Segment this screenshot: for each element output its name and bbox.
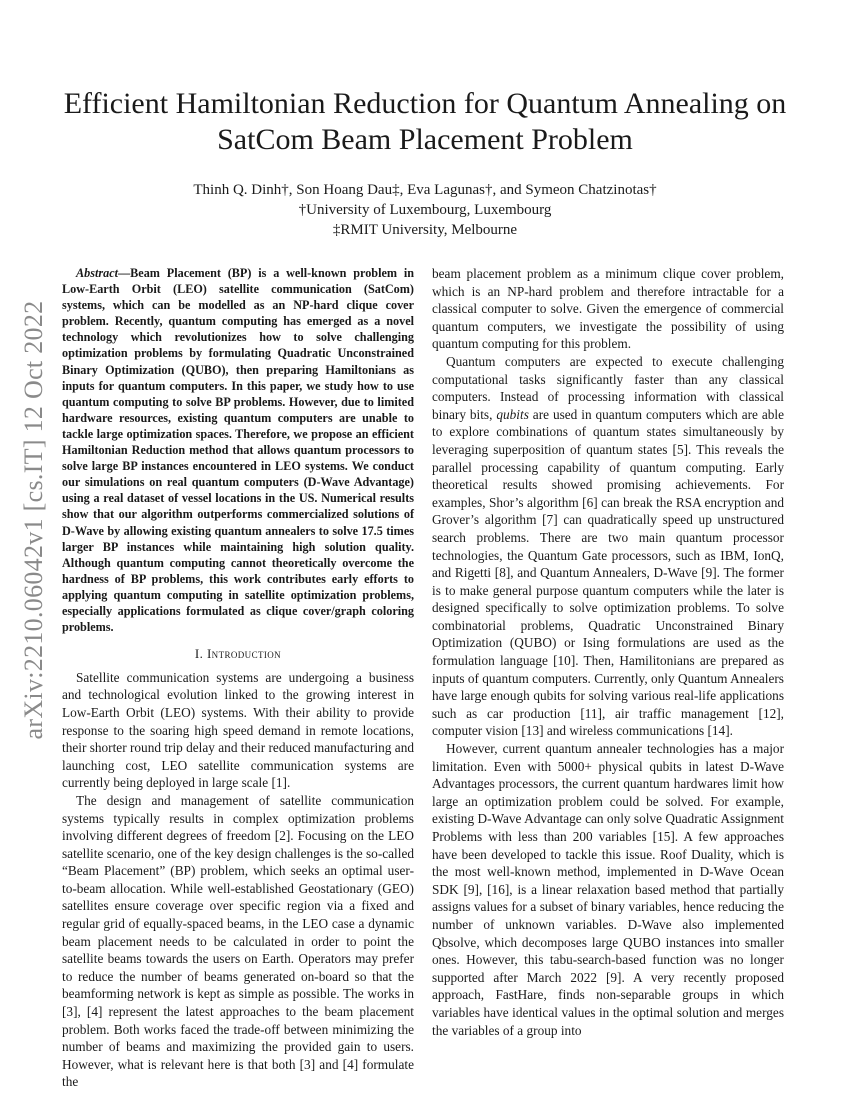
body-paragraph: Satellite communication systems are undergoing a business and technological evolution linked to the growing interest in Low-Earth Orbit (LEO) systems. With their ability to provide response to the soaring high speed demand in remote locations, their shorter round trip delay and their reduced manufacturing and launching cost, LEO satellite communication systems are currently being deployed in large scale [1]. — [62, 669, 414, 791]
emphasis-qubits: qubits — [496, 406, 529, 422]
abstract — [62, 265, 414, 635]
abstract-text: —Beam Placement (BP) is a well-known problem in Low-Earth Orbit (LEO) satellite communication (SatCom) systems, which can be modelled as an NP-hard clique cover problem. Recently, quantum computing has emerged as a novel technology which revolutionizes how to solve challenging optimization problems by formulating Quadratic Unconstrained Binary Optimization (QUBO), then preparing Hamiltonians as inputs for quantum computers. In this paper, we study how to use quantum computing to solve BP problems. However, due to limited hardware resources, existing quantum computers are unable to tackle large optimization spaces. Therefore, we propose an efficient Hamiltonian Reduction method that allows quantum processors to solve large BP instances encountered in LEO systems. We conduct our simulations on real quantum computers (D-Wave Advantage) using a real dataset of vessel locations in the US. Numerical results show that our algorithm outperforms commercialized solutions of D-Wave by allowing existing quantum annealers to solve 17.5 times larger BP instances while maintaining high solution quality. Although quantum computing cannot theoretically overcome the hardness of BP problems, this work contributes early efforts to applying quantum computing in satellite optimization problems, especially applications formulated as clique cover/graph coloring problems. — [62, 266, 414, 635]
left-column — [62, 265, 414, 1091]
affiliation-luxembourg: †University of Luxembourg, Luxembourg — [298, 202, 552, 218]
body-paragraph: However, current quantum annealer technologies has a major limitation. Even with 5000+ physical qubits in latest D-Wave Advantages processors, the current quantum hardwares limit how large an optimization problem could be solved. For example, existing D-Wave Advantage can only solve Quadratic Assignment Problems with less than 200 variables [15]. A few approaches have been developed to tackle this issue. Roof Duality, which is the most well-known method, implemented in D-Wave Ocean SDK [9], [16], is a linear relaxation based method that partially assigns values for a subset of binary variables, hence reducing the number of unknown variables. D-Wave also implemented Qbsolve, which decomposes large QUBO instances into smaller ones. However, this tabu-search-based function was no longer supported after March 2022 [9]. A very recently proposed approach, FastHare, finds non-separable groups in which variables have identical values in the optimal solution and merges the variables of a group into — [432, 741, 784, 1038]
paragraph-text: Quantum computers are expected to execute challenging computational tasks significantly faster than any classical computers. Instead of processing information with classical binary bits, — [432, 353, 784, 422]
author-block — [60, 180, 790, 240]
body-paragraph: beam placement problem as a minimum clique cover problem, which is an NP-hard problem and therefore intractable for a classical computer to solve. Given the emergence of commercial quantum computers, we investigate the possibility of using quantum computing for this problem. — [432, 266, 784, 352]
paper-title: Efficient Hamiltonian Reduction for Quantum Annealing on SatCom Beam Placement Problem — [63, 87, 787, 156]
affiliation-rmit: ‡RMIT University, Melbourne — [332, 222, 518, 238]
paragraph-text: are used in quantum computers which are able to explore combinations of quantum states simultaneously by leveraging superposition of quantum states [5]. This reveals the parallel processing capability of quantum computing. Early theoretical results showed promising achievements. For examples, Shor’s algorithm [6] can break the RSA encryption and Grover’s algorithm [7] can quadratically speed up unstructured search problems. There are two main quantum processor technologies, the Quantum Gate processors, such as IBM, IonQ, and Rigetti [8], and Quantum Annealers, D-Wave [9]. The former is to make general purpose quantum computers while the later is designed specifically to solve optimization problems. To solve combinatorial problems, Quadratic Unconstrained Binary Optimization (QUBO) or Ising formulations are used as the formulation language [10]. Then, Hamilitonians are prepared as inputs of quantum computers. Currently, only Quantum Annealers have large enough qubits for solving various real-life applications such as car production [11], air traffic management [12], computer vision [13] and wireless communications [14]. — [432, 406, 784, 739]
arxiv-identifier — [4, 260, 64, 780]
section-heading-introduction — [62, 645, 414, 663]
abstract-label: Abstract — [76, 266, 118, 280]
author-names: Thinh Q. Dinh†, Son Hoang Dau‡, Eva Lagunas†, and Symeon Chatzinotas† — [193, 182, 657, 198]
body-paragraph: The design and management of satellite communication systems typically results in complex optimization problems involving different degrees of freedom [2]. Focusing on the LEO satellite scenario, one of the key design challenges is the so-called “Beam Placement” (BP) problem, which seeks an optimal user-to-beam allocation. While well-established Geostationary (GEO) satellites ensure coverage over specific region via a fixed and regular grid of equally-spaced beams, in the LEO case a dynamic beam placement needs to be calculated in order to point the satellite beams towards the users on Earth. Operators may prefer to reduce the number of beams generated on-board so that the beamforming network is kept as simple as possible. The works in [3], [4] represent the latest approaches to the beam placement problem. Both works faced the trade-off between minimizing the number of beams and maximizing the provided gain to users. However, what is relevant here is that both [3] and [4] formulate the — [62, 792, 414, 1090]
section-title: Introduction — [206, 646, 282, 662]
arxiv-identifier-text: arXiv:2210.06042v1 [cs.IT] 12 Oct 2022 — [19, 300, 48, 740]
section-number: I. — [194, 646, 204, 662]
body-paragraph-quantum — [432, 353, 784, 740]
right-column — [432, 265, 784, 1039]
